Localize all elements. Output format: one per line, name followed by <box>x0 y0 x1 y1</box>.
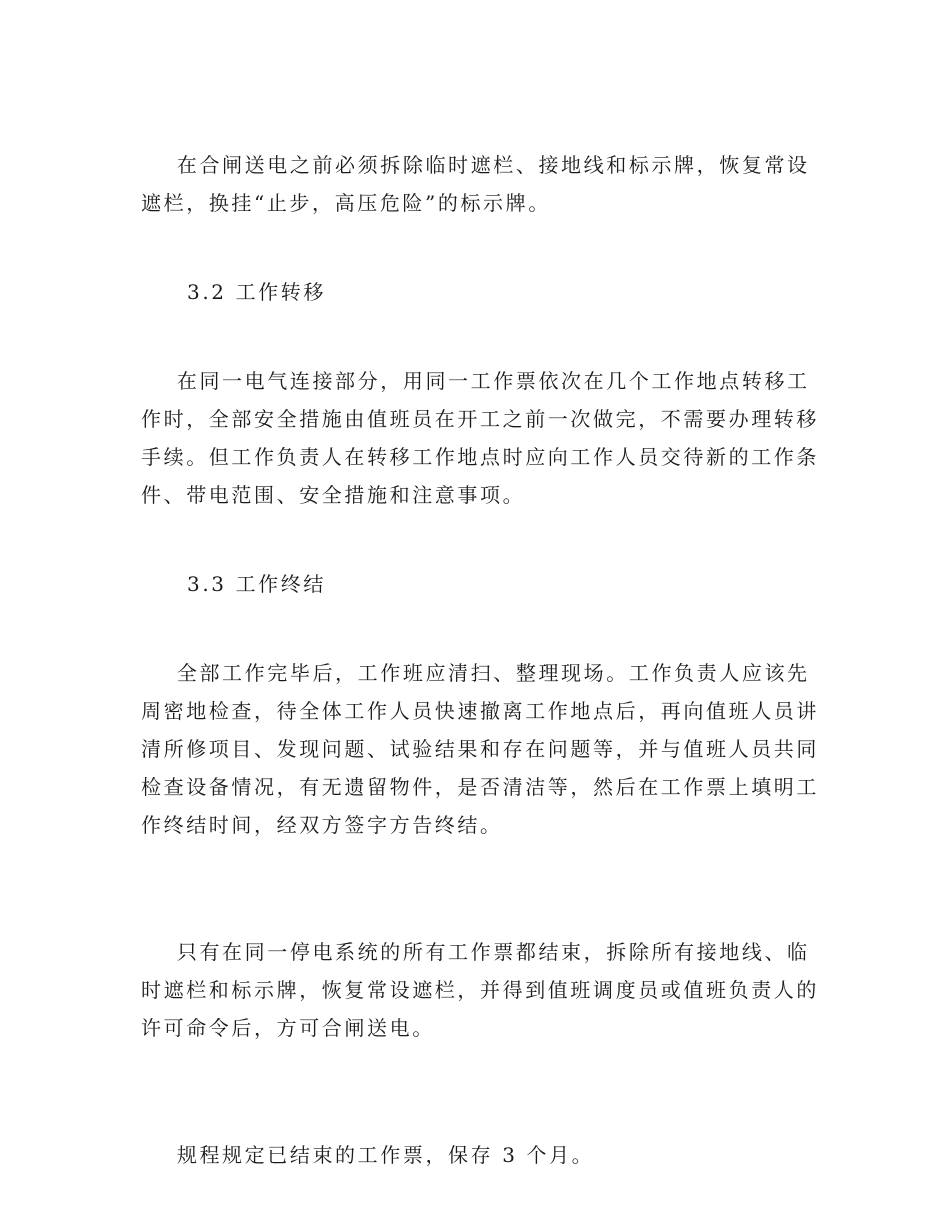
section-heading-work-termination: 3.3 工作终结 <box>187 572 326 596</box>
paragraph-line: 手续。但工作负责人在转移工作地点时应向工作人员交待新的工作条 <box>141 445 819 469</box>
document-page <box>141 108 821 1225</box>
paragraph-line: 遮栏，换挂“止步，高压危险”的标示牌。 <box>141 191 551 215</box>
paragraph-line: 许可命令后，方可合闸送电。 <box>141 1016 435 1040</box>
paragraph-line: 件、带电范围、安全措施和注意事项。 <box>141 483 526 507</box>
paragraph-work-termination <box>141 616 821 882</box>
paragraph-line: 只有在同一停电系统的所有工作票都结束，拆除所有接地线、临 <box>176 940 810 964</box>
paragraph-remove-barriers <box>141 108 821 260</box>
paragraph-line: 作终结时间，经双方签字方告终结。 <box>141 813 503 837</box>
paragraph-line: 在合闸送电之前必须拆除临时遮栏、接地线和标示牌，恢复常设 <box>176 153 810 177</box>
section-heading-work-transfer: 3.2 工作转移 <box>187 280 326 304</box>
paragraph-line: 周密地检查，待全体工作人员快速撤离工作地点后，再向值班人员讲 <box>141 699 819 723</box>
paragraph-closing-power <box>141 895 821 1085</box>
paragraph-line: 清所修项目、发现问题、试验结果和存在问题等，并与值班人员共同 <box>141 737 819 761</box>
paragraph-line: 全部工作完毕后，工作班应清扫、整理现场。工作负责人应该先 <box>176 661 810 685</box>
paragraph-line: 在同一电气连接部分，用同一工作票依次在几个工作地点转移工 <box>176 369 810 393</box>
paragraph-line: 规程规定已结束的工作票，保存 3 个月。 <box>176 1143 595 1167</box>
paragraph-retention-rule <box>141 1098 821 1212</box>
paragraph-line: 检查设备情况，有无遗留物件，是否清洁等，然后在工作票上填明工 <box>141 775 819 799</box>
paragraph-line: 时遮栏和标示牌，恢复常设遮栏，并得到值班调度员或值班负责人的 <box>141 978 819 1002</box>
paragraph-line: 作时，全部安全措施由值班员在开工之前一次做完，不需要办理转移 <box>141 407 819 431</box>
paragraph-work-transfer <box>141 324 821 552</box>
